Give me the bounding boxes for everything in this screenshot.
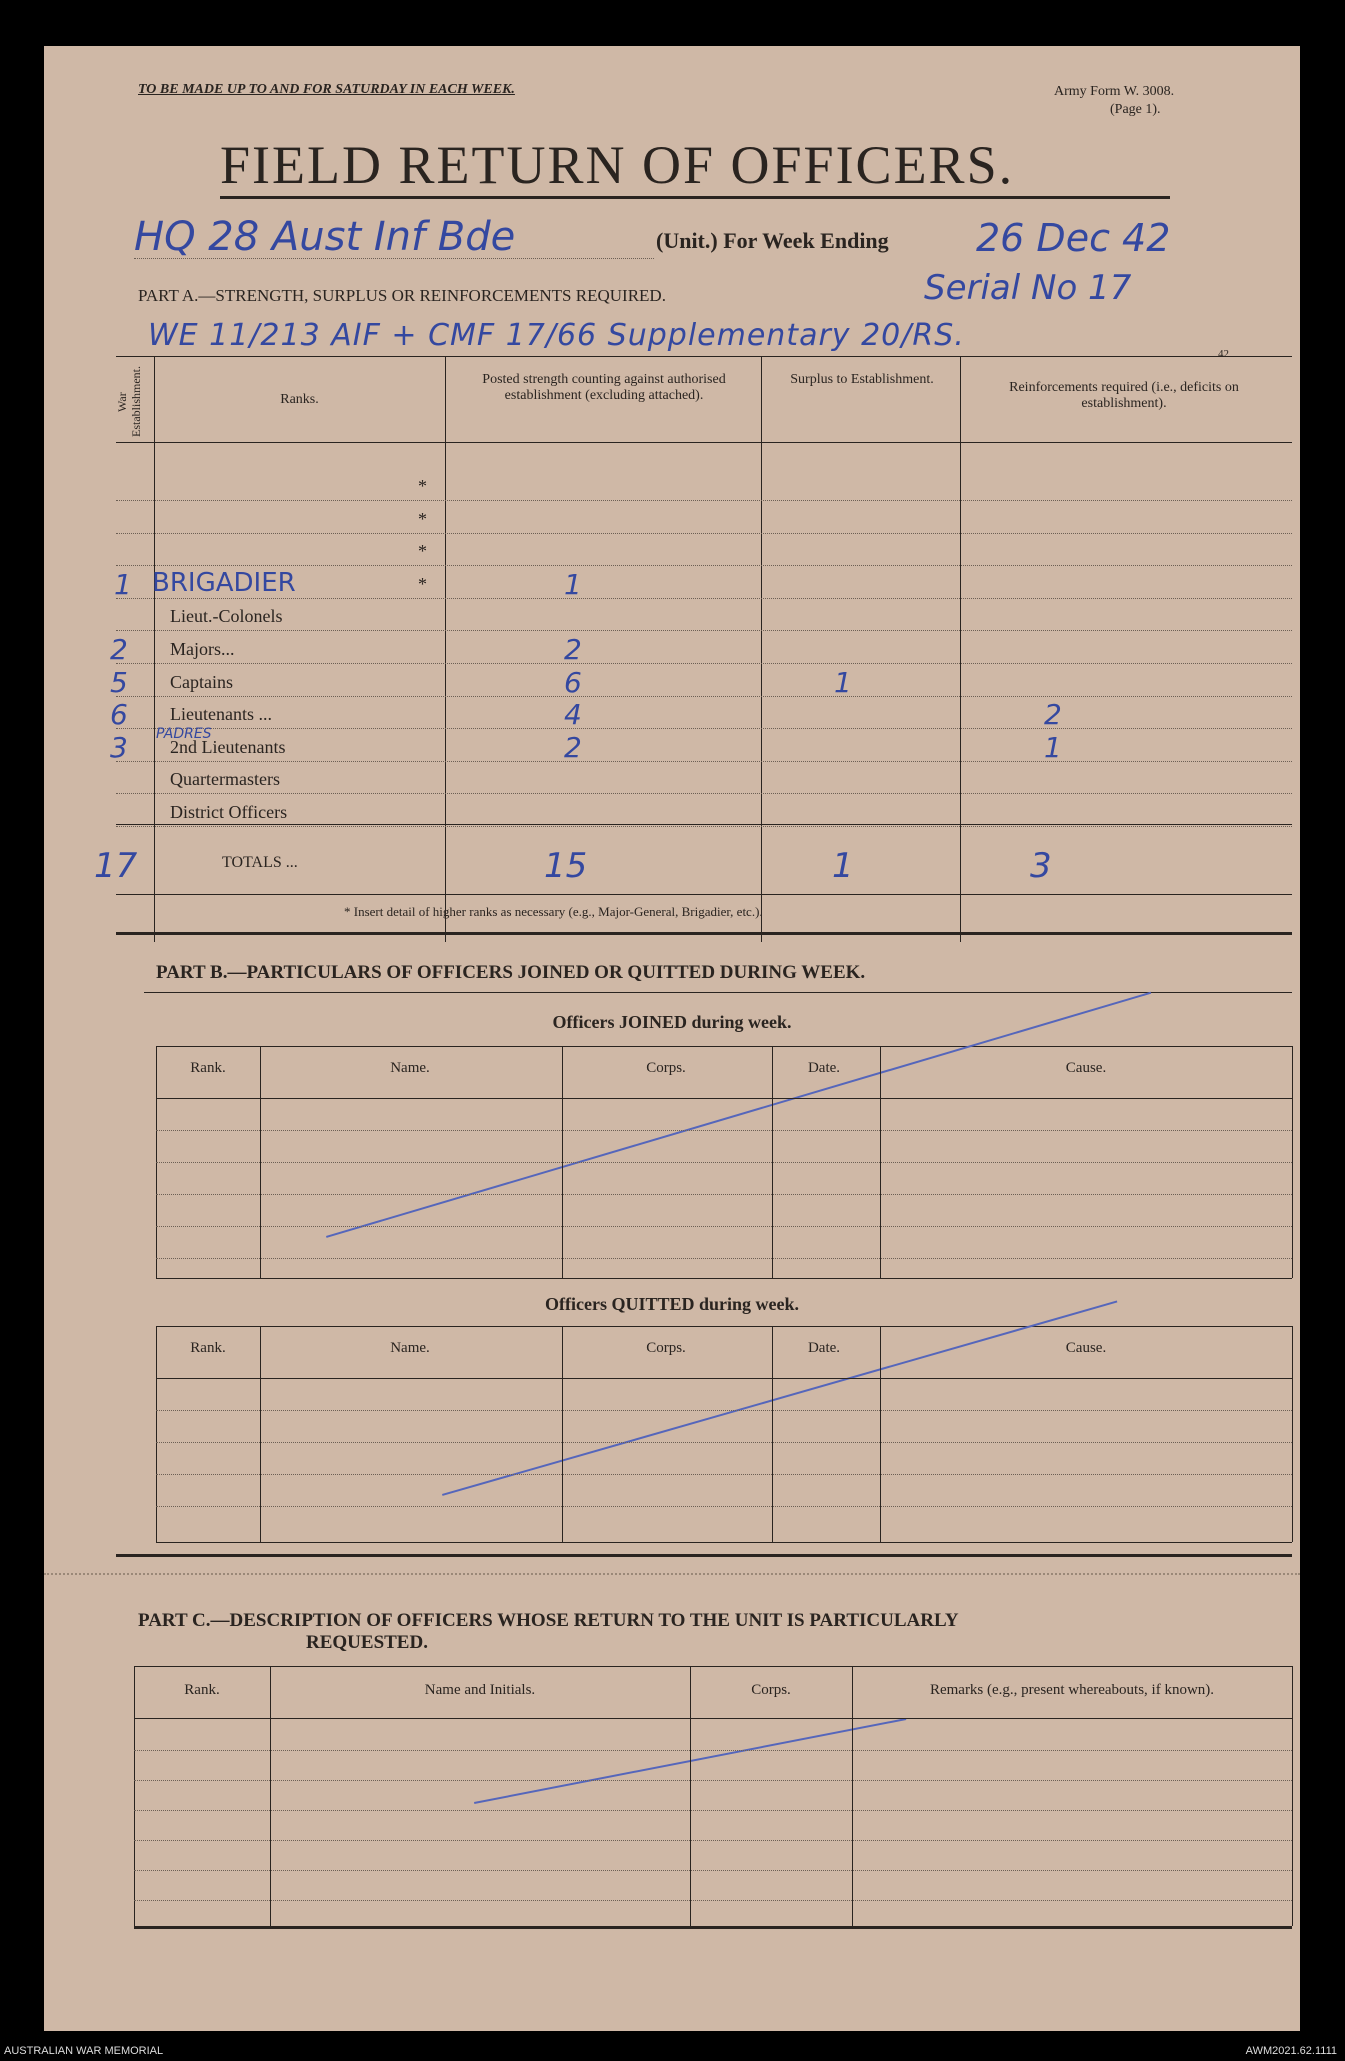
totals-top-rule — [116, 824, 1292, 825]
part-b-heading-rule — [144, 992, 1292, 993]
quitted-col-divider — [1292, 1326, 1293, 1542]
part-c-heading: PART C.—DESCRIPTION OF OFFICERS WHOSE RETURN TO THE UNIT IS PARTICULARLY — [138, 1610, 959, 1631]
quitted-col-header: Rank. — [190, 1340, 226, 1356]
war-establishment-cell: 2 — [110, 633, 128, 666]
part-a-end-rule — [116, 932, 1292, 935]
joined-col-header: Date. — [807, 1060, 841, 1076]
quitted-bottom-rule — [156, 1542, 1292, 1543]
part-a-col-divider — [761, 356, 762, 942]
form-sheet — [44, 46, 1300, 2031]
part-a-row-line — [116, 793, 1292, 794]
part-a-col-divider — [154, 356, 155, 942]
col-header-war-establishment: War Establishment. — [115, 366, 143, 438]
joined-col-header: Cause. — [1065, 1060, 1107, 1076]
part-a-top-rule — [116, 356, 1292, 357]
rank-cell: Lieutenants ... — [170, 704, 272, 725]
col-header-posted: Posted strength counting against authorised establishment (excluding attached). — [482, 372, 726, 404]
part-c-col-header: Remarks (e.g., present whereabouts, if known). — [929, 1682, 1215, 1698]
part-a-col-divider — [445, 356, 446, 942]
made-up-note: TO BE MADE UP TO AND FOR SATURDAY IN EACH WEEK. — [138, 82, 515, 97]
part-a-row-line — [116, 533, 1292, 534]
part-a-footnote: * Insert detail of higher ranks as necessary (e.g., Major-General, Brigadier, etc.). — [344, 904, 763, 919]
part-a-col-divider — [960, 356, 961, 942]
quitted-row-line — [156, 1506, 1292, 1507]
totals-reinforcements: 3 — [1030, 846, 1052, 886]
asterisk-mark: * — [418, 573, 427, 594]
part-c-col-divider — [134, 1666, 135, 1926]
part-c-col-divider — [270, 1666, 271, 1926]
joined-col-divider — [1292, 1046, 1293, 1278]
quitted-row-line — [156, 1442, 1292, 1443]
asterisk-mark: * — [418, 508, 427, 529]
col-header-reinforcements: Reinforcements required (i.e., deficits on establishment). — [1009, 380, 1239, 412]
joined-col-header: Rank. — [190, 1060, 226, 1076]
war-establishment-cell: 3 — [110, 730, 128, 764]
totals-surplus: 1 — [832, 846, 854, 886]
quitted-header-rule — [156, 1378, 1292, 1379]
part-a-row-line — [116, 598, 1292, 599]
part-c-col-header: Name and Initials. — [424, 1682, 536, 1698]
unit-label: (Unit.) For Week Ending — [656, 228, 889, 253]
quitted-col-divider — [772, 1326, 773, 1542]
title-underline — [220, 196, 1170, 199]
quitted-col-divider — [562, 1326, 563, 1542]
quitted-row-line — [156, 1410, 1292, 1411]
footer-right: AWM2021.62.1111 — [1245, 2045, 1337, 2057]
page-number: 42 — [1218, 348, 1229, 360]
posted-cell: 4 — [564, 698, 582, 732]
part-c-row-line — [134, 1750, 1292, 1751]
joined-col-header: Name. — [390, 1060, 430, 1076]
part-a-row-line — [116, 728, 1292, 729]
rank-cell: Lieut.-Colonels — [170, 606, 283, 627]
quitted-col-divider — [260, 1326, 261, 1542]
part-c-row-line — [134, 1810, 1292, 1811]
unit-line — [134, 258, 654, 259]
col-header-ranks: Ranks. — [280, 392, 319, 407]
part-c-heading-cont: REQUESTED. — [306, 1632, 428, 1653]
quitted-top-rule — [156, 1326, 1292, 1327]
war-establishment-cell: 5 — [110, 665, 128, 699]
war-establishment-cell: 6 — [110, 698, 128, 732]
form-title: FIELD RETURN OF OFFICERS. — [220, 135, 1015, 195]
surplus-cell: 1 — [834, 665, 852, 699]
joined-row-line — [156, 1162, 1292, 1163]
part-a-header-rule — [116, 442, 1292, 443]
part-a-row-line — [116, 826, 1292, 827]
part-c-header-rule — [134, 1718, 1292, 1719]
part-c-col-divider — [852, 1666, 853, 1926]
part-c-top-rule — [134, 1666, 1292, 1667]
joined-top-rule — [156, 1046, 1292, 1047]
totals-label: TOTALS ... — [222, 854, 298, 871]
rank-cell-handwritten: BRIGADIER — [152, 567, 296, 598]
unit-handwritten: HQ 28 Aust Inf Bde — [134, 214, 516, 260]
rank-cell: Quartermasters — [170, 769, 280, 790]
joined-row-line — [156, 1194, 1292, 1195]
army-form-number: Army Form W. 3008. — [1054, 84, 1175, 99]
part-c-row-line — [134, 1900, 1292, 1901]
part-c-row-line — [134, 1870, 1292, 1871]
part-a-row-line — [116, 663, 1292, 664]
totals-est: 17 — [94, 846, 138, 886]
serial-handwritten: Serial No 17 — [924, 268, 1132, 308]
part-a-row-line — [116, 565, 1292, 566]
part-a-row-line — [116, 696, 1292, 697]
page-indicator: (Page 1). — [1110, 102, 1161, 117]
joined-col-header: Corps. — [646, 1060, 686, 1076]
quitted-col-header: Name. — [390, 1340, 430, 1356]
part-c-row-line — [134, 1840, 1292, 1841]
joined-row-line — [156, 1130, 1292, 1131]
asterisk-mark: * — [418, 541, 427, 562]
part-c-col-header: Corps. — [751, 1682, 791, 1698]
part-a-row-line — [116, 500, 1292, 501]
rank-cell: District Officers — [170, 802, 288, 822]
rank-cell: Captains — [170, 671, 233, 692]
footer-left: AUSTRALIAN WAR MEMORIAL — [4, 2045, 164, 2057]
posted-cell: 6 — [564, 665, 582, 699]
posted-cell: 1 — [564, 567, 582, 601]
posted-cell: 2 — [564, 730, 582, 764]
joined-title: Officers JOINED during week. — [552, 1012, 792, 1032]
padres-note: PADRES — [156, 726, 212, 742]
part-a-row-line — [116, 761, 1292, 762]
joined-bottom-rule — [156, 1278, 1292, 1279]
perforation-line — [44, 1573, 1300, 1575]
quitted-col-header: Corps. — [646, 1340, 686, 1356]
part-c-row-line — [134, 1780, 1292, 1781]
week-ending-handwritten: 26 Dec 42 — [976, 216, 1171, 260]
reinforcements-cell: 1 — [1044, 730, 1062, 764]
part-c-col-header: Rank. — [184, 1682, 220, 1698]
part-a-heading: PART A.—STRENGTH, SURPLUS OR REINFORCEMENTS REQUIRED. — [138, 286, 666, 305]
establishment-handwritten: WE 11/213 AIF + CMF 17/66 Supplementary 20/RS. — [148, 318, 965, 353]
totals-bottom-rule — [116, 894, 1292, 895]
joined-row-line — [156, 1258, 1292, 1259]
quitted-col-header: Date. — [807, 1340, 841, 1356]
part-c-col-divider — [690, 1666, 691, 1926]
posted-cell: 2 — [564, 633, 582, 666]
quitted-row-line — [156, 1474, 1292, 1475]
rank-cell: Majors... — [170, 639, 235, 659]
part-b-heading: PART B.—PARTICULARS OF OFFICERS JOINED OR QUITTED DURING WEEK. — [156, 962, 866, 983]
war-establishment-cell: 1 — [114, 567, 132, 601]
quitted-col-divider — [880, 1326, 881, 1542]
col-header-surplus: Surplus to Establishment. — [790, 372, 934, 387]
strike-through-quitted — [442, 1301, 1117, 1496]
part-c-col-divider — [1292, 1666, 1293, 1926]
asterisk-mark: * — [418, 476, 427, 496]
totals-posted: 15 — [544, 846, 588, 886]
reinforcements-cell: 2 — [1044, 698, 1062, 732]
quitted-col-header: Cause. — [1065, 1340, 1107, 1356]
part-b-end-rule — [116, 1554, 1292, 1557]
quitted-title: Officers QUITTED during week. — [545, 1294, 799, 1314]
part-a-row-line — [116, 630, 1292, 631]
part-c-end-rule — [134, 1926, 1292, 1929]
joined-header-rule — [156, 1098, 1292, 1099]
quitted-col-divider — [156, 1326, 157, 1542]
rank-cell: 2nd Lieutenants — [170, 736, 286, 757]
joined-row-line — [156, 1226, 1292, 1227]
